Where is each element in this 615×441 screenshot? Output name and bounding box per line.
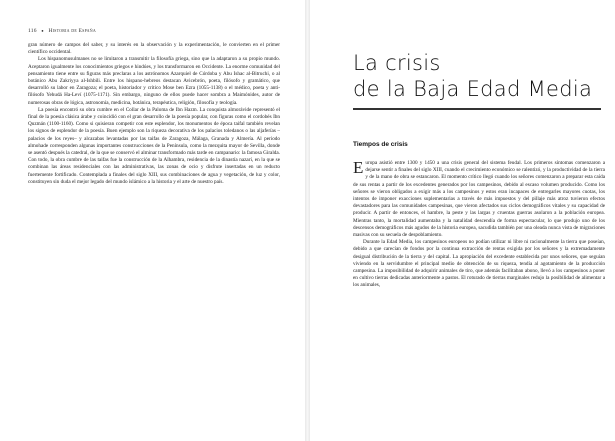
running-head	[28, 28, 96, 34]
paragraph: La poesía encontró su obra cumbre en el Collar de la Paloma de Ibn Hazm. La conquista almorávide representó el final de la poesía clásica árabe y coincidió con el gran desarrollo de la poesía popular, con figuras como el cordobés Ibn Quzmán (1100-1160). Como si quisieran competir con este esplendor, los monumentos de época taifal también revelan los signos de esplendor de la poesía. Buen ejemplo son la riqueza decorativa de los palacios toledanos o las aljaferías –palacios de los reyes– y alcazabas levantadas por las taifas de Zaragoza, Málaga, Granada y Almería. Al periodo almohade corresponden algunas importantes construcciones de la Península, como la mezquita mayor de Sevilla, donde se asentó después la catedral, de la que se conservó el alminar transformado más tarde en campanario: la famosa Giralda. Con todo, la obra cumbre de las taifas fue la construcción de la Alhambra, residencia de la dinastía nazarí, en la que se combinan las áreas residenciales con las administrativas, las zonas de ocio y disfrute insertadas en un reducto fuertemente fortificado. Contemplada a finales del siglo XIII, sus combinaciones de agua y vegetación, de luz y color, constituyen sin duda el mejor legado del mundo islámico a la historia y el arte de nuestro país.	[28, 106, 280, 185]
drop-cap: E	[353, 158, 364, 177]
left-page	[0, 0, 306, 441]
section-heading: Tiempos de crisis	[353, 141, 408, 148]
right-page	[309, 0, 615, 441]
paragraph: Los hispanomusulmanes no se limitaron a transmitir la filosofía griega, sino que la adaptaron a su propio mundo. Aceptaron igualmente los conocimientos griegos e hindúes, y los transformaron en Occidente. La enorme comunidad del pensamiento tiene entre su figuras más preclaras a los astrónomos Azarquiel de Córdoba y Abu Ishac al-Bitruchi, o al botánico Abu Zakriyya al-Ishbili. Entre los hispano-hebreos destacan Avicebrón, poeta, filósofo y gramático, que desarrolló su labor en Zaragoza; el poeta, historiador y crítico Mose ben Ezra (1055-1138) o el médico, poeta y anti-filósofo Yehudá Ha-Leví (1075-1171). Sin embargo, ninguno de ellos puede hacer sombra a Maimónides, autor de numerosas obras de lógica, astronomía, medicina, botánica, terapéutica, religión, filosofía y teología.	[28, 56, 280, 106]
paragraph: gran número de campos del saber, y su interés en la observación y la experimentación, le convierten en el primer científico occidental.	[28, 42, 280, 56]
paragraph	[353, 160, 605, 239]
page-number: 116	[28, 28, 37, 34]
bullet-icon: ●	[41, 28, 44, 34]
right-body-text	[353, 160, 605, 290]
chapter-title	[353, 50, 592, 102]
paragraph-text: uropa asistió entre 1300 y 1450 a una crisis general del sistema feudal. Los primeros síntomas comenzaron a dejarse sentir a finales del siglo XIII, cuando el crecimiento económico se ralentizó, y la productividad de la tierra y de la mano de obra se estancaron. El momento crítico llegó cuando los señores comenzaron a preparar esta caída de sus rentas a partir de los excedentes generados por los campesinos, debido al escaso volumen producido. Como los señores se vieron obligados a exigir más a los campesinos y estos eran incapaces de entregarles mayores cuotas, los intentos de imponer exacciones suplementarias a través de más impuestos y del pillaje más atroz tuvieron efectos devastadores para las comunidades campesinas, que vieron afectados sus ciclos demográficos vitales y su capacidad de producir. A partir de entonces, el hambre, la peste y las largas y cruentas guerras asolaron a la población europea. Mientras tanto, la mortalidad aumentaba y la natalidad descendía de forma espectacular, lo que produjo uno de los descensos demográficos más agudos de la historia europea, sacudida también por una oleada nunca vista de migraciones masivas con su secuela de despoblamiento.	[353, 160, 605, 239]
title-underline	[353, 108, 601, 110]
chapter-title-line: La crisis	[353, 51, 441, 75]
left-body-text	[28, 42, 280, 186]
paragraph: Durante la Edad Media, los campesinos europeos no podían utilizar ni libre ni racionalmente la tierra que poseían, debido a que carecían de fondos por la continua extracción de rentas exigida por los señores y la extremadamente desigual distribución de la tierra y del capital. La apropiación del excedente establecida por unos señores, que seguían viviendo en la servidumbre el principal medio de obtención de su riqueza, tendía al agotamiento de la producción campesina. La imposibilidad de adquirir animales de tiro, que además facilitaban abono, llevó a los campesinos a poner en cultivo tierras dedicadas anteriormente a pastos. El roturado de tierras marginales redujo la posibilidad de alimentar a los animales,	[353, 239, 605, 289]
chapter-title-line: de la Baja Edad Media	[353, 77, 593, 101]
running-title: Historia de España	[48, 28, 96, 34]
